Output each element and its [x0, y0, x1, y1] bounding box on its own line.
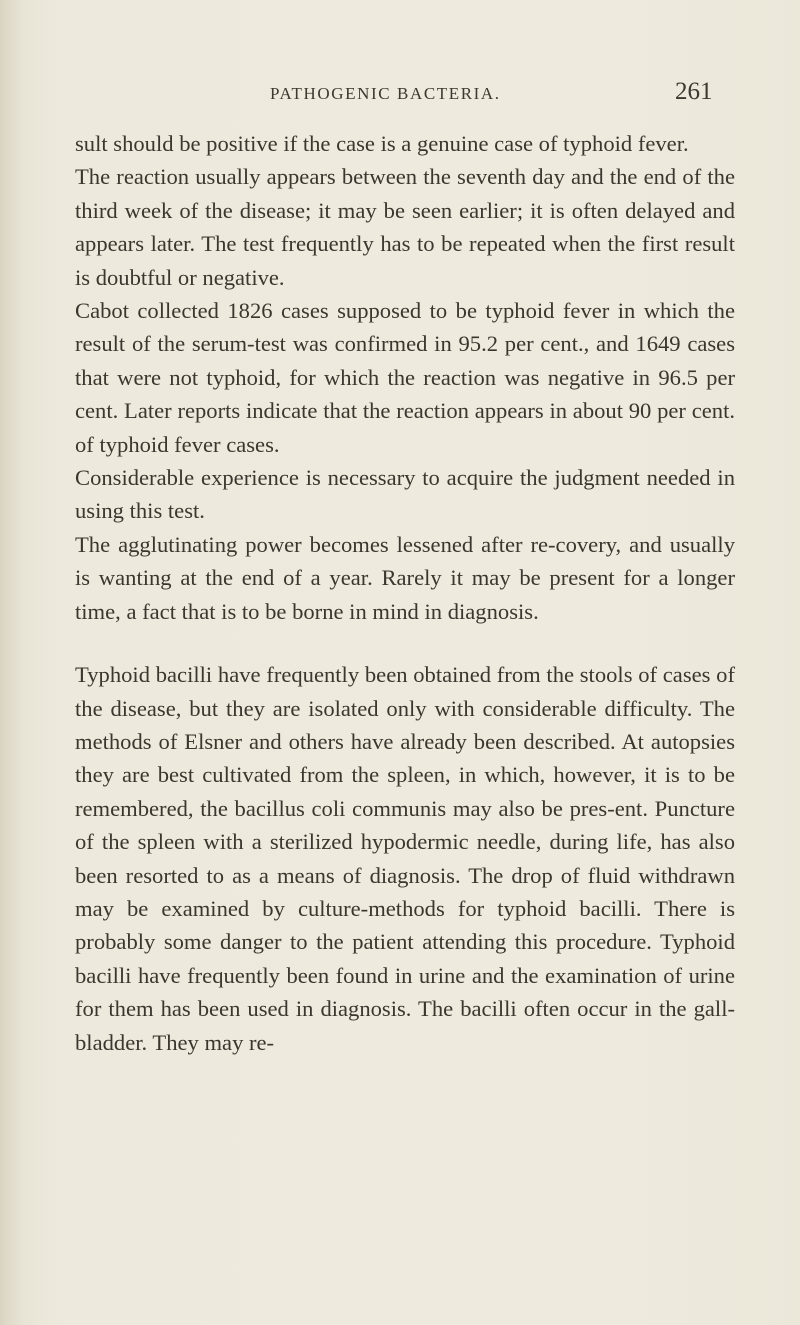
running-head: PATHOGENIC BACTERIA.	[270, 84, 501, 103]
paragraph-experience: Considerable experience is necessary to acquire the judgment needed in using this test.	[75, 465, 735, 524]
paragraph-cabot-statistics: Cabot collected 1826 cases supposed to be typhoid fever in which the result of the serum-test was confirmed in 95.2 per cent., and 1649 cases that were not typhoid, for which the reaction was negative in 96.5 per cent. Later reports indicate that the reaction appears in about 90 per cent. of typhoid fever cases.	[75, 298, 735, 457]
page-header	[0, 76, 800, 110]
paragraph-bacilli-isolation: Typhoid bacilli have frequently been obtained from the stools of cases of the disease, but they are isolated only with considerable difficulty. The methods of Elsner and others have already been described. At autopsies they are best cultivated from the spleen, in which, however, it is to be remembered, the bacillus coli communis may also be pres-ent. Puncture of the spleen with a sterilized hypodermic needle, during life, has also been resorted to as a means of diagnosis. The drop of fluid withdrawn may be examined by culture-methods for typhoid bacilli. There is probably some danger to the patient attending this procedure. Typhoid bacilli have frequently been found in urine and the examination of urine for them has been used in diagnosis. The bacilli often occur in the gall-bladder. They may re-	[75, 662, 735, 1055]
page-number: 261	[675, 78, 713, 105]
body-text	[75, 127, 735, 1059]
section-break	[75, 628, 735, 658]
paragraph-continuation: sult should be positive if the case is a genuine case of typhoid fever.	[75, 131, 689, 156]
paragraph-reaction-timing: The reaction usually appears between the seventh day and the end of the third week of the disease; it may be seen earlier; it is often delayed and appears later. The test frequently has to be repeated when the first result is doubtful or negative.	[75, 164, 735, 290]
paragraph-agglutinating-power: The agglutinating power becomes lessened after re-covery, and usually is wanting at the end of a year. Rarely it may be present for a longer time, a fact that is to be borne in mind in diagnosis.	[75, 531, 735, 624]
